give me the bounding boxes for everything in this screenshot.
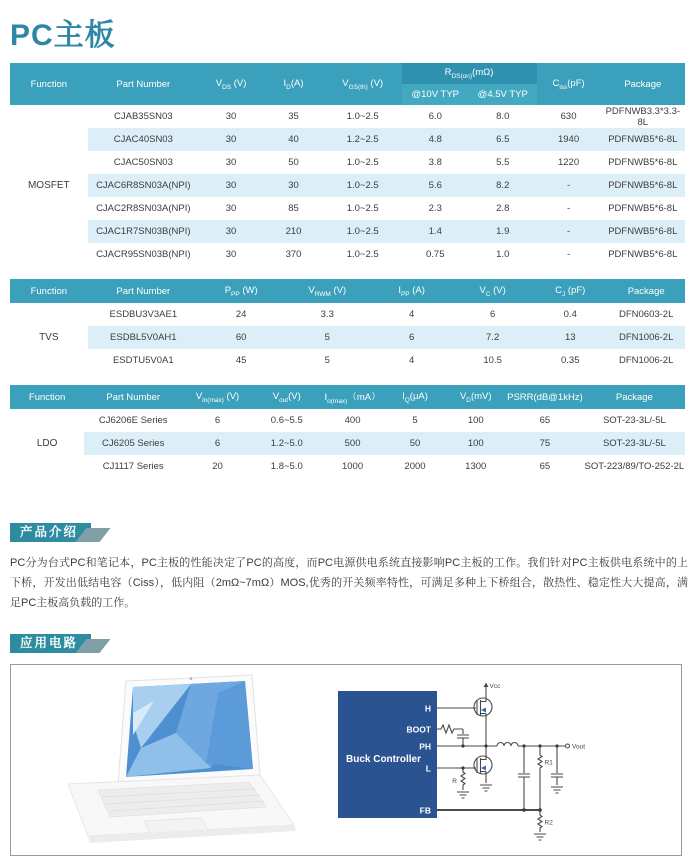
circuit-section-title: 应用电路 (20, 636, 79, 650)
resistor-r1 (538, 746, 542, 810)
col-iq: $I_Q(\mu A)$ (385, 385, 446, 409)
table-cell: 1.9 (469, 220, 537, 243)
table-cell: ESDBU3V3AE1 (88, 303, 199, 326)
col-function: Function (10, 279, 88, 303)
table-cell: 0.35 (533, 349, 607, 372)
inductor (497, 743, 518, 746)
col-rdson-group: $R_{DS(on)}(m\Omega)$ (402, 63, 537, 84)
col-vd: $V_D(mV)$ (445, 385, 506, 409)
table-cell: 6.0 (402, 105, 470, 128)
function-cell: LDO (10, 409, 84, 478)
table-cell: 65 (506, 409, 584, 432)
table-cell: 1.2~5.0 (253, 432, 321, 455)
mosfet-table-header (10, 63, 685, 105)
col-part-number: Part Number (88, 63, 199, 105)
table-cell: 100 (445, 409, 506, 432)
table-row (10, 174, 685, 197)
table-cell: 2000 (385, 455, 446, 478)
high-side-mosfet (474, 698, 492, 716)
r1-label: R1 (544, 759, 553, 767)
table-cell: CJACR95SN03B(NPI) (88, 243, 199, 266)
table-cell: CJAC6R8SN03A(NPI) (88, 174, 199, 197)
junction-dots (461, 744, 558, 811)
table-cell: 6 (182, 409, 253, 432)
intro-section-title: 产品介绍 (20, 525, 79, 539)
col-id: $I_D(A)$ (263, 63, 324, 105)
table-cell: DFN1006-2L (607, 349, 685, 372)
table-cell: PDFNWB3.3*3.3-8L (601, 105, 685, 128)
table-cell: 1.2~2.5 (324, 128, 402, 151)
table-cell: 1940 (537, 128, 601, 151)
table-row (10, 243, 685, 266)
output-cap-1 (518, 746, 530, 810)
table-cell: 1.0~2.5 (324, 151, 402, 174)
table-cell: 100 (445, 432, 506, 455)
col-rdson-10v: @10V TYP (402, 84, 470, 105)
table-cell: 1.0~2.5 (324, 105, 402, 128)
col-part-number: Part Number (84, 385, 182, 409)
table-cell: SOT-223/89/TO-252-2L (584, 455, 685, 478)
table-cell: 6 (182, 432, 253, 455)
table-cell: CJAC1R7SN03B(NPI) (88, 220, 199, 243)
table-cell: CJ6205 Series (84, 432, 182, 455)
table-cell: 5.5 (469, 151, 537, 174)
table-row (10, 409, 685, 432)
table-cell: 6.5 (469, 128, 537, 151)
table-cell: CJAC50SN03 (88, 151, 199, 174)
section-badge-intro (10, 523, 91, 542)
table-cell: 5 (283, 349, 371, 372)
col-package: Package (607, 279, 685, 303)
table-cell: 1.8~5.0 (253, 455, 321, 478)
table-cell: ESDTU5V0A1 (88, 349, 199, 372)
table-cell: SOT-23-3L/-5L (584, 409, 685, 432)
table-cell: - (537, 197, 601, 220)
col-vgs: $V_{GS(th)}$ (V) (324, 63, 402, 105)
table-cell: 8.2 (469, 174, 537, 197)
table-cell: 30 (199, 105, 263, 128)
vcc-arrow (484, 683, 489, 688)
tvs-table-body (10, 303, 685, 372)
table-cell: 4.8 (402, 128, 470, 151)
col-vin: $V_{in(max)}$ (V) (182, 385, 253, 409)
table-row (10, 197, 685, 220)
col-vc: $V_C$ (V) (452, 279, 533, 303)
col-psrr: PSRR(dB@1kHz) (506, 385, 584, 409)
table-cell: CJAB35SN03 (88, 105, 199, 128)
table-cell: 30 (263, 174, 324, 197)
table-row (10, 326, 685, 349)
table-cell: 6 (452, 303, 533, 326)
table-cell: PDFNWB5*6-8L (601, 220, 685, 243)
col-cj: $C_J$ (pF) (533, 279, 607, 303)
table-row (10, 105, 685, 128)
table-row (10, 128, 685, 151)
gate-resistor-r (457, 768, 469, 798)
pin-label-boot: BOOT (406, 724, 431, 735)
table-cell: 1.0~2.5 (324, 243, 402, 266)
table-cell: PDFNWB5*6-8L (601, 197, 685, 220)
pin-label-h: H (424, 703, 431, 714)
vcc-label: Vcc (489, 683, 501, 690)
laptop-lid (118, 675, 260, 784)
table-cell: 210 (263, 220, 324, 243)
pin-label-ph: PH (419, 741, 431, 752)
table-cell: CJ1117 Series (84, 455, 182, 478)
table-cell: 2.8 (469, 197, 537, 220)
table-cell: 370 (263, 243, 324, 266)
table-cell: 1000 (321, 455, 385, 478)
table-cell: 4 (371, 349, 452, 372)
function-cell: MOSFET (10, 105, 88, 266)
ldo-table (10, 385, 685, 478)
table-cell: 30 (199, 243, 263, 266)
table-cell: SOT-23-3L/-5L (584, 432, 685, 455)
table-cell: 60 (199, 326, 283, 349)
r-label: R (452, 778, 457, 785)
table-cell: 30 (199, 128, 263, 151)
table-cell: 5 (385, 409, 446, 432)
table-cell: 6 (371, 326, 452, 349)
col-vds: $V_{DS}$ (V) (199, 63, 263, 105)
table-cell: 20 (182, 455, 253, 478)
table-cell: 50 (385, 432, 446, 455)
col-iomax: $I_{o(max)}(mA)$ (321, 385, 385, 409)
table-cell: 630 (537, 105, 601, 128)
boot-capacitor (457, 729, 469, 746)
col-package: Package (601, 63, 685, 105)
table-cell: - (537, 243, 601, 266)
table-cell: 1220 (537, 151, 601, 174)
table-cell: 50 (263, 151, 324, 174)
table-row (10, 455, 685, 478)
table-cell: 400 (321, 409, 385, 432)
table-cell: 1.0~2.5 (324, 197, 402, 220)
vout-terminal (566, 744, 570, 748)
col-rdson-45v: @4.5V TYP (469, 84, 537, 105)
col-package: Package (584, 385, 685, 409)
page (0, 10, 695, 856)
buck-controller-label: Buck Controller (346, 754, 422, 765)
col-part-number: Part Number (88, 279, 199, 303)
col-function: Function (10, 63, 88, 105)
table-cell: 5 (283, 326, 371, 349)
vout-label: Vout (572, 743, 586, 751)
table-cell: CJAC2R8SN03A(NPI) (88, 197, 199, 220)
table-cell: 0.4 (533, 303, 607, 326)
table-cell: 10.5 (452, 349, 533, 372)
table-cell: 500 (321, 432, 385, 455)
boot-resistor (437, 725, 463, 733)
col-vout: $V_{out}(V)$ (253, 385, 321, 409)
ldo-table-header (10, 385, 685, 409)
table-cell: - (537, 174, 601, 197)
tvs-table-header (10, 279, 685, 303)
mosfet-table (10, 63, 685, 266)
r2-label: R2 (544, 819, 553, 827)
table-cell: DFN1006-2L (607, 326, 685, 349)
table-cell: 1.0~2.5 (324, 174, 402, 197)
table-cell: 0.75 (402, 243, 470, 266)
table-cell: 1.4 (402, 220, 470, 243)
table-cell: 13 (533, 326, 607, 349)
col-ciss: $C_{iss}(pF)$ (537, 63, 601, 105)
table-cell: PDFNWB5*6-8L (601, 243, 685, 266)
table-row (10, 349, 685, 372)
col-ppp: $P_{PP}$ (W) (199, 279, 283, 303)
output-cap-2 (551, 746, 563, 793)
table-cell: 8.0 (469, 105, 537, 128)
table-cell: 1.0~2.5 (324, 220, 402, 243)
table-cell: PDFNWB5*6-8L (601, 128, 685, 151)
page-title: PC主板 (10, 19, 116, 52)
table-cell: 85 (263, 197, 324, 220)
table-cell: CJAC40SN03 (88, 128, 199, 151)
webcam-dot (190, 677, 193, 680)
laptop-base (68, 775, 296, 843)
table-cell: CJ6206E Series (84, 409, 182, 432)
table-cell: - (537, 220, 601, 243)
table-cell: 3.8 (402, 151, 470, 174)
table-cell: 75 (506, 432, 584, 455)
table-cell: PDFNWB5*6-8L (601, 151, 685, 174)
col-ipp: $I_{PP}$ (A) (371, 279, 452, 303)
table-cell: 7.2 (452, 326, 533, 349)
table-cell: DFN0603-2L (607, 303, 685, 326)
table-row (10, 151, 685, 174)
table-cell: 30 (199, 174, 263, 197)
col-vrwm: $V_{RWM}$ (V) (283, 279, 371, 303)
pin-label-fb: FB (419, 805, 431, 816)
tvs-table (10, 279, 685, 372)
table-cell: 1300 (445, 455, 506, 478)
table-cell: 30 (199, 220, 263, 243)
table-cell: 30 (199, 151, 263, 174)
ldo-table-body (10, 409, 685, 478)
function-cell: TVS (10, 303, 88, 372)
table-cell: ESDBL5V0AH1 (88, 326, 199, 349)
table-cell: 1.0 (469, 243, 537, 266)
low-side-mosfet (474, 756, 492, 774)
table-cell: 3.3 (283, 303, 371, 326)
pin-label-l: L (425, 763, 431, 774)
table-cell: 45 (199, 349, 283, 372)
table-row (10, 432, 685, 455)
laptop-image (56, 673, 316, 849)
table-cell: 2.3 (402, 197, 470, 220)
table-cell: 30 (199, 197, 263, 220)
table-cell: 0.6~5.5 (253, 409, 321, 432)
mosfet-table-body (10, 105, 685, 266)
table-cell: 35 (263, 105, 324, 128)
table-row (10, 220, 685, 243)
col-function: Function (10, 385, 84, 409)
table-cell: 24 (199, 303, 283, 326)
section-badge-circuit (10, 634, 91, 653)
table-cell: PDFNWB5*6-8L (601, 174, 685, 197)
table-cell: 4 (371, 303, 452, 326)
table-cell: 40 (263, 128, 324, 151)
intro-text: PC分为台式PC和笔记本，PC主板的性能决定了PC的高度，而PC电源供电系统直接影响PC主板的工作。我们针对PC主板供电系统中的上下桥，开发出低结电容（Ciss），低内阻（2mΩ~7mΩ）MOS,优秀的开关频率特性，可满足多种上下桥组合，散热性、稳定性大大提高，满足PC主板高负载的工作。 (10, 557, 688, 609)
table-row (10, 303, 685, 326)
table-cell: 5.6 (402, 174, 470, 197)
table-cell: 65 (506, 455, 584, 478)
buck-circuit-diagram (325, 665, 682, 855)
application-circuit-box (10, 664, 682, 856)
